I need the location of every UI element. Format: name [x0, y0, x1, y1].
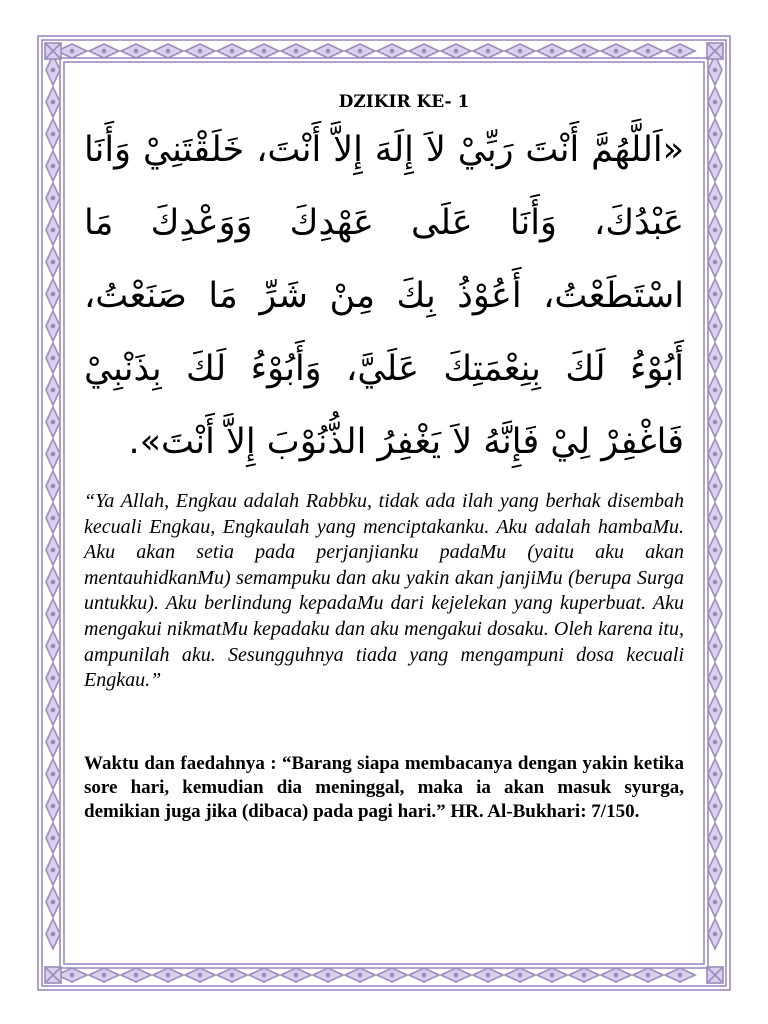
border-dot — [422, 973, 425, 976]
border-dot — [166, 973, 169, 976]
border-dot — [550, 49, 553, 52]
border-dot — [713, 484, 716, 487]
border-dot — [51, 868, 54, 871]
border-dot — [51, 420, 54, 423]
border-dot — [713, 836, 716, 839]
border-dot — [713, 196, 716, 199]
border-dot — [102, 973, 105, 976]
border-dot — [51, 772, 54, 775]
border-dot — [51, 644, 54, 647]
border-dot — [51, 68, 54, 71]
border-dot — [713, 228, 716, 231]
border-dot — [51, 836, 54, 839]
border-dot — [454, 49, 457, 52]
border-dot — [678, 49, 681, 52]
border-dot — [70, 49, 73, 52]
border-dot — [614, 973, 617, 976]
border-dot — [713, 644, 716, 647]
border-dot — [51, 804, 54, 807]
border-dot — [262, 49, 265, 52]
virtue-text: Waktu dan faedahnya : “Barang siapa membacanya dengan yakin ketika sore hari, kemudian dia meninggal, maka ia akan masuk syurga, demikian juga jika (dibaca) pada pagi hari.” HR. Al-Bukhari: 7/150. — [84, 752, 684, 822]
border-dot — [582, 973, 585, 976]
border-dot — [230, 49, 233, 52]
border-dot — [422, 49, 425, 52]
border-dot — [198, 49, 201, 52]
border-dot — [166, 49, 169, 52]
border-dot — [51, 228, 54, 231]
border-dot — [518, 49, 521, 52]
border-dot — [713, 516, 716, 519]
border-dot — [713, 388, 716, 391]
border-dot — [358, 973, 361, 976]
border-dot — [713, 580, 716, 583]
border-dot — [51, 260, 54, 263]
border-dot — [713, 324, 716, 327]
arabic-dhikr-text: «اَللَّهُمَّ أَنْتَ رَبِّيْ لاَ إِلَهَ إِلاَّ أَنْتَ، خَلَقْتَنِيْ وَأَنَا عَبْدُكَ، وَأَنَا عَلَى عَهْدِكَ وَوَعْدِكَ مَا اسْتَطَعْتُ، أَعُوْذُ بِكَ مِنْ شَرِّ مَا صَنَعْتُ، أَبُوْءُ لَكَ بِنِعْمَتِكَ عَلَيَّ، وَأَبُوْءُ لَكَ بِذَنْبِيْ فَاغْفِرْ لِيْ فَإِنَّهُ لاَ يَغْفِرُ الذُّنُوْبَ إِلاَّ أَنْتَ». — [84, 130, 684, 462]
border-dot — [51, 196, 54, 199]
border-dot — [713, 164, 716, 167]
border-dot — [486, 49, 489, 52]
border-dot — [713, 900, 716, 903]
border-dot — [713, 772, 716, 775]
border-dot — [51, 356, 54, 359]
border-dot — [294, 973, 297, 976]
border-dot — [713, 868, 716, 871]
border-dot — [134, 973, 137, 976]
border-dot — [51, 132, 54, 135]
document-body — [84, 92, 684, 824]
border-dot — [51, 516, 54, 519]
border-dot — [51, 676, 54, 679]
border-dot — [390, 973, 393, 976]
border-dot — [51, 388, 54, 391]
border-dot — [713, 932, 716, 935]
border-dot — [230, 973, 233, 976]
border-dot — [518, 973, 521, 976]
border-dot — [713, 420, 716, 423]
border-dot — [51, 100, 54, 103]
border-dot — [51, 740, 54, 743]
border-dot — [134, 49, 137, 52]
border-dot — [51, 292, 54, 295]
border-dot — [51, 452, 54, 455]
border-dot — [486, 973, 489, 976]
border-dot — [713, 804, 716, 807]
border-dot — [262, 973, 265, 976]
border-dot — [550, 973, 553, 976]
border-dot — [51, 548, 54, 551]
border-dot — [70, 973, 73, 976]
border-dot — [358, 49, 361, 52]
border-dot — [713, 708, 716, 711]
border-dot — [326, 973, 329, 976]
border-dot — [713, 292, 716, 295]
border-dot — [51, 612, 54, 615]
border-dot — [51, 900, 54, 903]
border-dot — [51, 708, 54, 711]
border-dot — [51, 932, 54, 935]
border-dot — [713, 68, 716, 71]
border-dot — [713, 612, 716, 615]
border-dot — [614, 49, 617, 52]
border-dot — [582, 49, 585, 52]
border-dot — [713, 100, 716, 103]
border-dot — [713, 548, 716, 551]
border-dot — [51, 164, 54, 167]
border-dot — [713, 132, 716, 135]
border-dot — [51, 324, 54, 327]
border-dot — [198, 973, 201, 976]
border-dot — [294, 49, 297, 52]
border-dot — [646, 49, 649, 52]
border-dot — [713, 452, 716, 455]
page-title: DZIKIR KE- 1 — [338, 92, 470, 112]
border-dot — [326, 49, 329, 52]
border-dot — [390, 49, 393, 52]
border-dot — [713, 356, 716, 359]
border-dot — [678, 973, 681, 976]
border-dot — [51, 484, 54, 487]
translation-text: “Ya Allah, Engkau adalah Rabbku, tidak ada ilah yang berhak disembah kecuali Engkau, Engkaulah yang menciptakanku. Aku adalah hambaMu. Aku akan setia pada perjanjianku padaMu (yaitu aku akan mentauhidkanMu) semampuku dan aku yakin akan janjiMu (berupa Surga untukku). Aku berlindung kepadaMu dari kejelekan yang kuperbuat. Aku mengakui nikmatMu kepadaku dan aku mengakui dosaku. Oleh karena itu, ampunilah aku. Sesungguhnya tiada yang mengampuni dosa kecuali Engkau.” — [84, 490, 684, 692]
border-dot — [454, 973, 457, 976]
border-dot — [646, 973, 649, 976]
border-dot — [102, 49, 105, 52]
border-dot — [51, 580, 54, 583]
border-dot — [713, 260, 716, 263]
border-dot — [713, 676, 716, 679]
border-dot — [713, 740, 716, 743]
